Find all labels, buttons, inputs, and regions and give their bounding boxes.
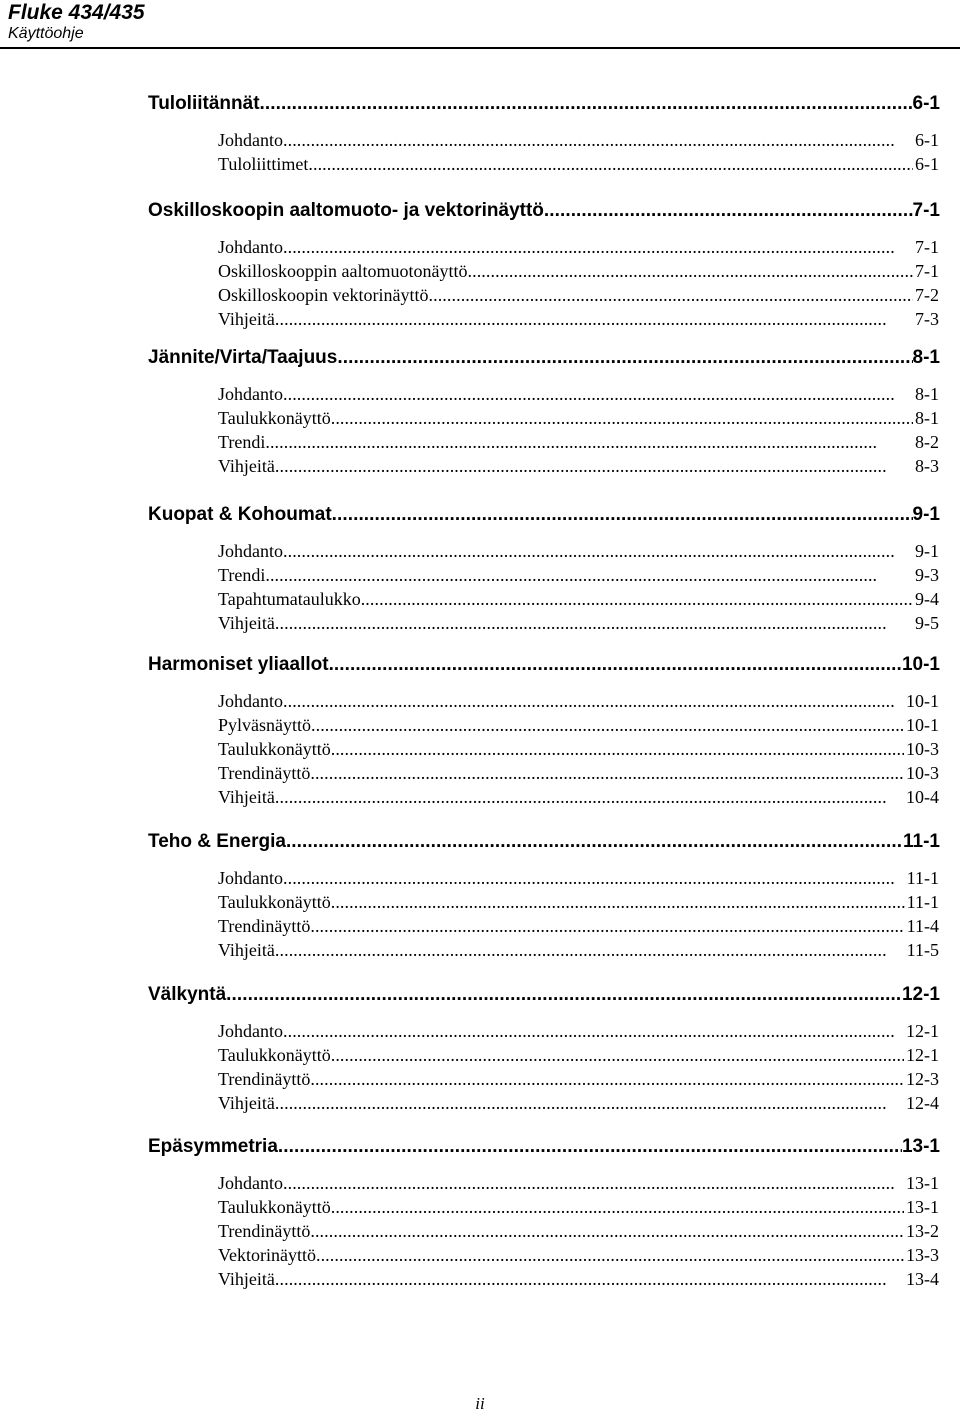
- toc-entry[interactable]: [218, 454, 939, 478]
- manual-title: Fluke 434/435: [8, 1, 145, 24]
- toc-entry-page: 10-1: [906, 691, 939, 711]
- toc-entry[interactable]: [218, 611, 939, 635]
- toc-chapter[interactable]: [148, 829, 940, 855]
- toc-entry-title: Johdanto: [218, 1173, 283, 1193]
- toc-entry[interactable]: [218, 1091, 939, 1115]
- toc-entry-page: 9-4: [915, 589, 939, 609]
- toc-chapter-page: 10-1: [901, 654, 940, 675]
- toc-entry-page: 8-1: [915, 408, 939, 428]
- dot-leader: [544, 198, 913, 224]
- toc-entry-title: Tuloliittimet: [218, 154, 309, 174]
- toc-entry-title: Vektorinäyttö: [218, 1245, 316, 1265]
- toc-entry[interactable]: [218, 689, 939, 713]
- toc-entry-title: Oskilloskoopin vektorinäyttö: [218, 285, 429, 305]
- toc-chapter-page: 9-1: [912, 504, 940, 525]
- toc-chapter-page: 12-1: [901, 984, 940, 1005]
- toc-entry-title: Trendinäyttö: [218, 1069, 311, 1089]
- toc-entry-page: 10-3: [906, 763, 939, 783]
- toc-entry-page: 9-1: [915, 541, 939, 561]
- dot-leader: [275, 307, 913, 331]
- toc-chapter-title: Epäsymmetria: [148, 1136, 278, 1157]
- dot-leader: [468, 259, 914, 283]
- toc-entry-title: Vihjeitä: [218, 1269, 275, 1289]
- dot-leader: [265, 563, 913, 587]
- toc-entry[interactable]: [218, 890, 939, 914]
- toc-entry-page: 13-4: [906, 1269, 939, 1289]
- toc-entry-page: 7-3: [915, 309, 939, 329]
- toc-entry-page: 13-1: [906, 1197, 939, 1217]
- dot-leader: [331, 890, 905, 914]
- toc-entry-page: 9-5: [915, 613, 939, 633]
- toc-entry-title: Taulukkonäyttö: [218, 892, 331, 912]
- toc-entry[interactable]: [218, 430, 939, 454]
- page-number: ii: [475, 1394, 485, 1413]
- toc-entry-page: 12-1: [906, 1045, 939, 1065]
- toc-entry[interactable]: [218, 737, 939, 761]
- dot-leader: [332, 502, 913, 528]
- dot-leader: [226, 982, 902, 1008]
- toc-chapter[interactable]: [148, 198, 940, 224]
- toc-entry-title: Taulukkonäyttö: [218, 739, 331, 759]
- dot-leader: [310, 1067, 904, 1091]
- toc-entry[interactable]: [218, 1171, 939, 1195]
- dot-leader: [275, 785, 904, 809]
- toc-entry-page: 7-1: [915, 237, 939, 257]
- toc-entry[interactable]: [218, 1067, 939, 1091]
- toc-chapter-title: Teho & Energia: [148, 831, 286, 852]
- toc-entry-page: 12-3: [906, 1069, 939, 1089]
- toc-chapter[interactable]: [148, 502, 940, 528]
- dot-leader: [283, 1019, 904, 1043]
- dot-leader: [275, 938, 905, 962]
- toc-entry-page: 12-4: [906, 1093, 939, 1113]
- dot-leader: [278, 1134, 902, 1160]
- toc-entry-page: 9-3: [915, 565, 939, 585]
- toc-chapter-title: Välkyntä: [148, 984, 227, 1005]
- dot-leader: [275, 1267, 904, 1291]
- toc-entry[interactable]: [218, 563, 939, 587]
- toc-entry-page: 11-5: [906, 940, 939, 960]
- dot-leader: [283, 235, 913, 259]
- dot-leader: [361, 587, 913, 611]
- toc-entry-title: Trendi: [218, 565, 266, 585]
- toc-entry-title: Johdanto: [218, 1021, 283, 1041]
- toc-chapter-title: Oskilloskoopin aaltomuoto- ja vektorinäyttö: [148, 200, 544, 221]
- toc-entry-page: 11-4: [906, 916, 939, 936]
- dot-leader: [283, 689, 904, 713]
- toc-entry-page: 12-1: [906, 1021, 939, 1041]
- toc-chapter[interactable]: [148, 982, 940, 1008]
- toc-chapter-page: 6-1: [912, 93, 940, 114]
- toc-entry[interactable]: [218, 283, 939, 307]
- dot-leader: [331, 1043, 904, 1067]
- toc-entry-page: 11-1: [906, 868, 939, 888]
- toc-entry-page: 6-1: [915, 130, 939, 150]
- page-header: [8, 0, 145, 43]
- toc-entry-title: Vihjeitä: [218, 940, 275, 960]
- toc-entry-page: 6-1: [915, 154, 939, 174]
- toc-entry-title: Oskilloskooppin aaltomuotonäyttö: [218, 261, 468, 281]
- toc-entry-title: Johdanto: [218, 541, 283, 561]
- dot-leader: [310, 914, 904, 938]
- dot-leader: [316, 1243, 904, 1267]
- toc-entry[interactable]: [218, 1019, 939, 1043]
- toc-entry-title: Johdanto: [218, 868, 283, 888]
- dot-leader: [310, 1219, 904, 1243]
- toc-chapter-page: 11-1: [903, 831, 940, 852]
- toc-entry-title: Pylväsnäyttö: [218, 715, 311, 735]
- toc-entry[interactable]: [218, 235, 939, 259]
- dot-leader: [283, 128, 913, 152]
- toc-entry[interactable]: [218, 713, 939, 737]
- toc-chapter-title: Harmoniset yliaallot: [148, 654, 329, 675]
- toc-entry-title: Vihjeitä: [218, 309, 275, 329]
- toc-entry-page: 8-2: [915, 432, 939, 452]
- toc-entry-page: 8-1: [915, 384, 939, 404]
- toc-entry-page: 13-3: [906, 1245, 939, 1265]
- dot-leader: [331, 1195, 904, 1219]
- toc-entry-page: 13-2: [906, 1221, 939, 1241]
- dot-leader: [283, 866, 905, 890]
- toc-chapter[interactable]: [148, 1134, 940, 1160]
- toc-entry-title: Taulukkonäyttö: [218, 1045, 331, 1065]
- toc-entry[interactable]: [218, 1043, 939, 1067]
- toc-entry[interactable]: [218, 259, 939, 283]
- toc-entry-page: 7-1: [915, 261, 939, 281]
- header-divider: [0, 47, 960, 49]
- toc-entry-title: Trendi: [218, 432, 266, 452]
- toc-entry-page: 10-4: [906, 787, 939, 807]
- dot-leader: [275, 454, 913, 478]
- toc-entry-title: Vihjeitä: [218, 787, 275, 807]
- dot-leader: [265, 430, 913, 454]
- toc-entry-title: Trendinäyttö: [218, 916, 311, 936]
- dot-leader: [308, 152, 913, 176]
- toc-entry[interactable]: [218, 1243, 939, 1267]
- toc-entry[interactable]: [218, 539, 939, 563]
- toc-entry[interactable]: [218, 761, 939, 785]
- dot-leader: [283, 382, 913, 406]
- toc-entry-title: Trendinäyttö: [218, 1221, 311, 1241]
- toc-entry[interactable]: [218, 406, 939, 430]
- toc-entry-title: Johdanto: [218, 237, 283, 257]
- toc-chapter-title: Kuopat & Kohoumat: [148, 504, 332, 525]
- toc-chapter[interactable]: [148, 91, 940, 117]
- dot-leader: [311, 713, 904, 737]
- dot-leader: [283, 539, 913, 563]
- manual-subtitle: Käyttöohje: [8, 25, 84, 42]
- toc-entry[interactable]: [218, 866, 939, 890]
- dot-leader: [275, 1091, 904, 1115]
- toc-chapter-title: Jännite/Virta/Taajuus: [148, 347, 338, 368]
- dot-leader: [337, 345, 912, 371]
- dot-leader: [286, 829, 903, 855]
- toc-entry[interactable]: [218, 307, 939, 331]
- toc-entry-title: Vihjeitä: [218, 1093, 275, 1113]
- dot-leader: [275, 611, 913, 635]
- toc-entry[interactable]: [218, 152, 939, 176]
- toc-entry-title: Johdanto: [218, 130, 283, 150]
- toc-entry-page: 13-1: [906, 1173, 939, 1193]
- toc-entry-title: Taulukkonäyttö: [218, 408, 331, 428]
- toc-entry[interactable]: [218, 1267, 939, 1291]
- toc-chapter-title: Tuloliitännät: [148, 93, 260, 114]
- toc-entry-page: 11-1: [906, 892, 939, 912]
- dot-leader: [329, 652, 902, 678]
- dot-leader: [283, 1171, 904, 1195]
- toc-chapter-page: 8-1: [912, 347, 940, 368]
- toc-entry[interactable]: [218, 1195, 939, 1219]
- toc-chapter-page: 13-1: [901, 1136, 940, 1157]
- toc-entry-title: Vihjeitä: [218, 456, 275, 476]
- toc-entry-page: 8-3: [915, 456, 939, 476]
- toc-entry-title: Johdanto: [218, 384, 283, 404]
- dot-leader: [331, 737, 904, 761]
- toc-entry-page: 7-2: [915, 285, 939, 305]
- dot-leader: [310, 761, 904, 785]
- toc-entry[interactable]: [218, 785, 939, 809]
- toc-entry[interactable]: [218, 128, 939, 152]
- dot-leader: [331, 406, 913, 430]
- toc-entry-page: 10-1: [906, 715, 939, 735]
- toc-chapter-page: 7-1: [912, 200, 940, 221]
- toc-entry[interactable]: [218, 382, 939, 406]
- toc-chapter[interactable]: [148, 345, 940, 371]
- toc-entry-title: Johdanto: [218, 691, 283, 711]
- toc-entry-title: Taulukkonäyttö: [218, 1197, 331, 1217]
- toc-chapter[interactable]: [148, 652, 940, 678]
- dot-leader: [429, 283, 914, 307]
- toc-entry-title: Vihjeitä: [218, 613, 275, 633]
- toc-entry-page: 10-3: [906, 739, 939, 759]
- dot-leader: [260, 91, 913, 117]
- toc-entry-title: Trendinäyttö: [218, 763, 311, 783]
- toc-entry[interactable]: [218, 587, 939, 611]
- toc-entry[interactable]: [218, 938, 939, 962]
- toc-entry-title: Tapahtumataulukko: [218, 589, 361, 609]
- toc-entry[interactable]: [218, 1219, 939, 1243]
- toc-entry[interactable]: [218, 914, 939, 938]
